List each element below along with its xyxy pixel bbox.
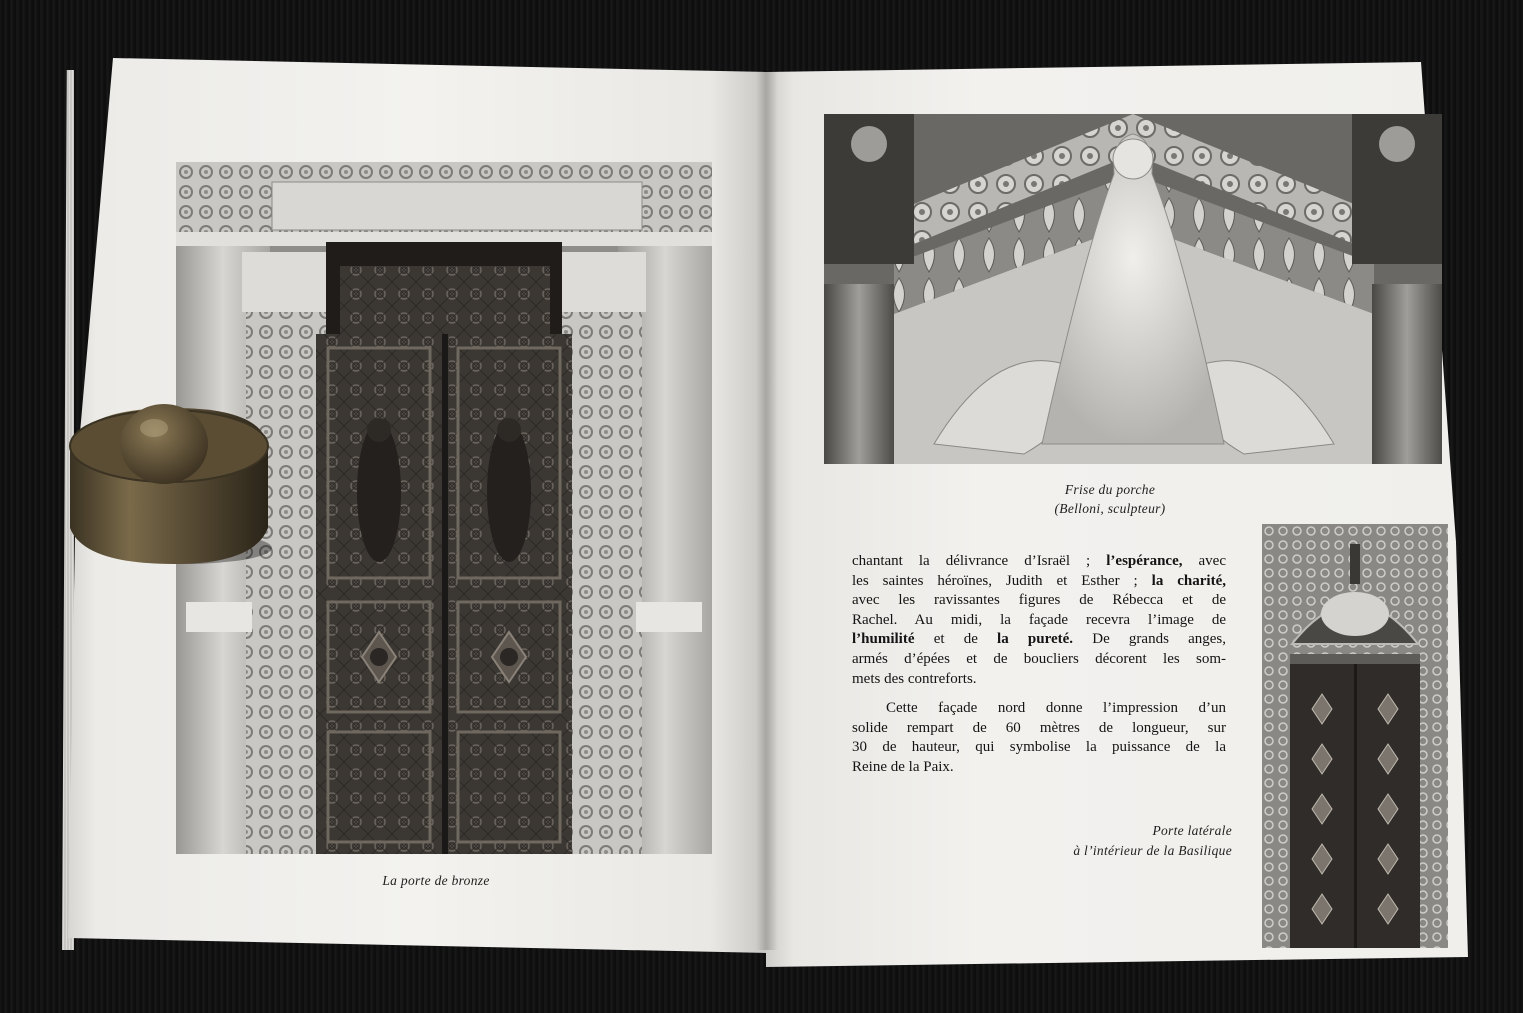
text-segment: 30 de hauteur, qui symbolise la puissance de la xyxy=(852,739,1226,756)
text-segment: Cette façade nord donne l’impression d’un xyxy=(886,700,1226,717)
paragraph-2 xyxy=(852,699,1226,777)
text-segment: De grands anges, xyxy=(1073,631,1226,648)
text-line xyxy=(852,591,1226,611)
text-line xyxy=(852,699,1226,719)
text-line xyxy=(852,611,1226,631)
caption-frieze-title: Frise du porche xyxy=(1064,482,1156,497)
text-line xyxy=(852,758,1226,778)
caption-side-door-location: à l’intérieur de la Basilique xyxy=(1073,843,1232,858)
text-line xyxy=(852,630,1226,650)
text-line xyxy=(852,552,1226,572)
photo-porch-frieze xyxy=(824,114,1442,464)
bold-term: l’humilité xyxy=(852,631,915,648)
text-line xyxy=(852,738,1226,758)
text-segment: armés d’épées et de boucliers décorent les som- xyxy=(852,650,1226,667)
text-segment: avec xyxy=(1182,553,1226,569)
text-segment: les saintes héroïnes, Judith et Esther ; xyxy=(852,572,1152,589)
caption-bronze-door: La porte de bronze xyxy=(382,873,490,888)
text-segment: Rachel. Au midi, la façade recevra l’image de xyxy=(852,611,1226,628)
brass-weight xyxy=(64,388,274,570)
book-gutter xyxy=(756,70,778,950)
text-line xyxy=(852,650,1226,670)
photo-side-door xyxy=(1262,524,1448,948)
body-text xyxy=(852,552,1226,778)
text-segment: et de xyxy=(914,631,998,648)
text-line xyxy=(852,572,1226,592)
caption-frieze-sculptor: (Belloni, sculpteur) xyxy=(1054,501,1166,516)
text-segment: chantant la délivrance d’Israël ; xyxy=(852,553,1107,569)
text-segment: mets des contreforts. xyxy=(852,670,977,687)
text-segment: avec les ravissantes figures de Rébecca et de xyxy=(852,592,1226,609)
caption-side-door-title: Porte latérale xyxy=(1152,823,1232,838)
text-segment: Reine de la Paix. xyxy=(852,758,954,775)
bold-term: l’espérance, xyxy=(1106,553,1183,569)
text-line xyxy=(852,719,1226,739)
text-segment: solide rempart de 60 mètres de longueur, sur xyxy=(852,719,1226,736)
bold-term: la charité, xyxy=(1151,572,1226,589)
paragraph-1 xyxy=(852,552,1226,689)
bold-term: la pureté. xyxy=(997,631,1074,648)
text-line xyxy=(852,670,1226,690)
